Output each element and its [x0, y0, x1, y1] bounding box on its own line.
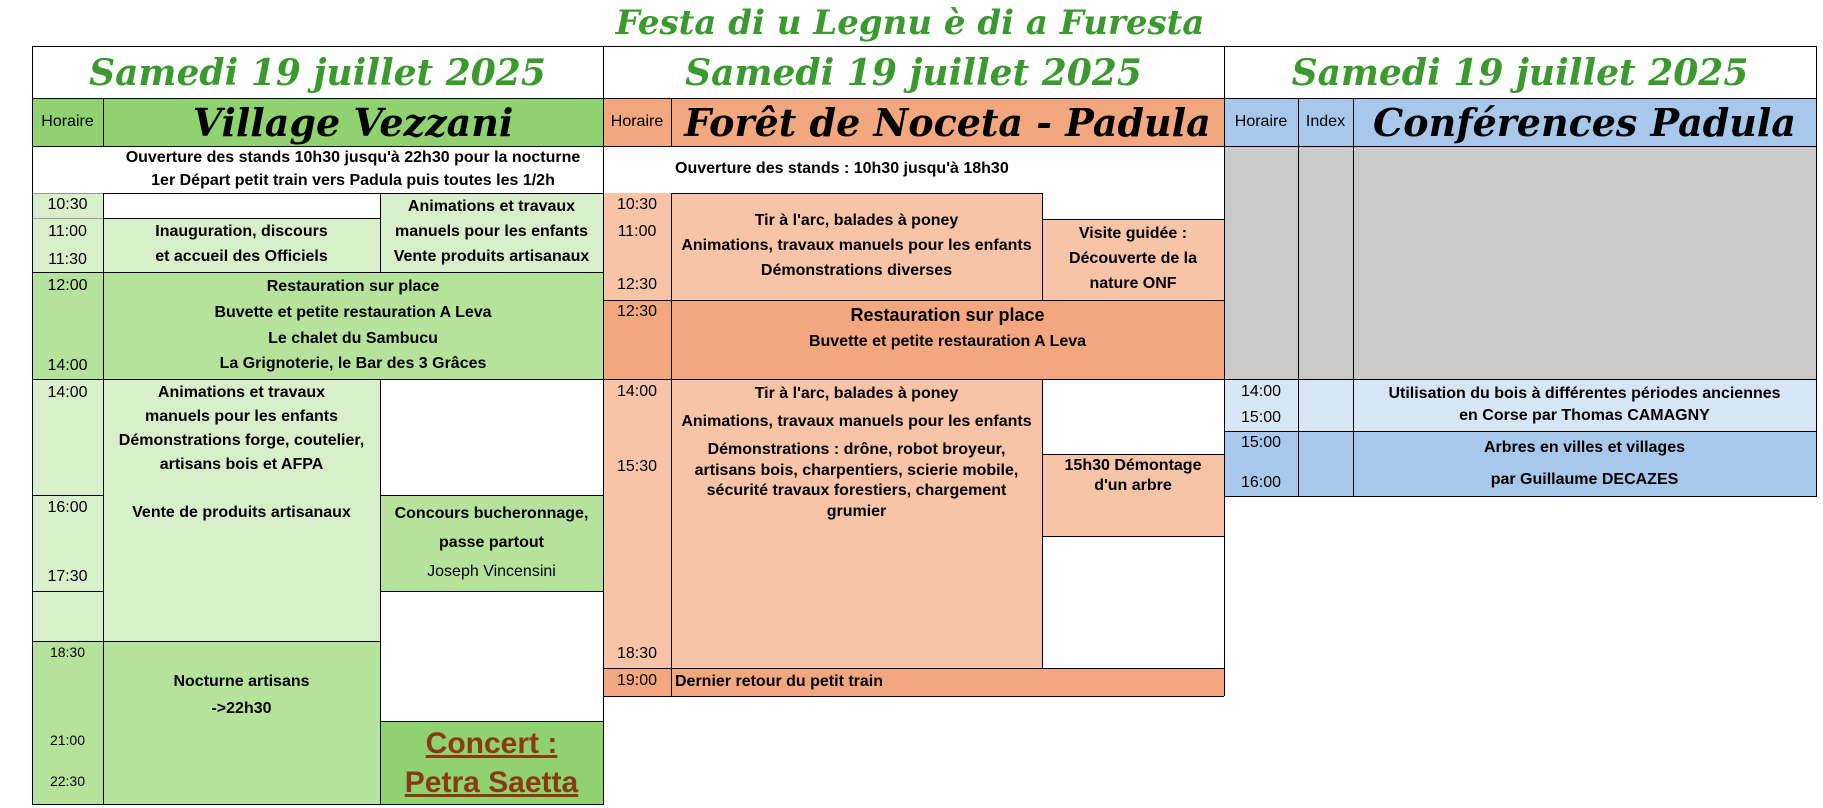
grid-line — [380, 379, 381, 805]
conf-title: Conférences Padula — [1373, 99, 1796, 145]
village-title: Village Vezzani — [192, 99, 514, 145]
grid-line — [603, 300, 1224, 301]
grid-line — [671, 98, 672, 146]
village-animations-line1: Animations et travaux — [407, 198, 576, 216]
village-horaire-header — [32, 98, 103, 146]
village-time-1100: 11:00 — [48, 223, 87, 240]
village-inauguration-line1: Inauguration, discours — [155, 223, 328, 241]
foret-time-1030: 10:30 — [616, 196, 658, 213]
main-title: Festa di u Legnu è di a Furesta — [615, 3, 1205, 43]
foret-visite-line1: Visite guidée : — [1078, 225, 1188, 243]
foret-time-1100: 11:00 — [617, 223, 657, 240]
conf-time-1500a: 15:00 — [1240, 409, 1282, 426]
conf2-line1: Arbres en villes et villages — [1484, 438, 1685, 456]
grid-line — [1224, 496, 1817, 497]
grid-line — [32, 46, 33, 805]
village-afternoon-line5: Vente de produits artisanaux — [132, 504, 351, 521]
village-date-header — [32, 47, 603, 98]
conf-horaire-label: Horaire — [1234, 113, 1288, 130]
village-concours-cell — [380, 496, 603, 591]
foret-title: Forêt de Noceta - Padula — [684, 99, 1211, 145]
foret-time-1400: 14:00 — [616, 383, 658, 400]
grid-line — [32, 98, 1817, 99]
village-concours-line2: passe partout — [439, 534, 544, 552]
village-resto-line3: Le chalet du Sambucu — [268, 329, 438, 347]
village-time-2100: 21:00 — [49, 732, 86, 748]
foret-time-1900: 19:00 — [616, 672, 658, 689]
village-title-header — [103, 98, 603, 146]
grid-line — [1042, 219, 1224, 220]
foret-morning-line3: Démonstrations diverses — [760, 261, 953, 279]
village-time-1400a: 14:00 — [47, 357, 88, 374]
grid-line — [32, 379, 603, 380]
foret-morning-line2: Animations, travaux manuels pour les enfants — [681, 237, 1032, 255]
grid-line — [1298, 98, 1299, 496]
grid-line — [380, 193, 381, 272]
village-nocturne-line1: Nocturne artisans — [173, 673, 310, 690]
village-afternoon-cell — [103, 379, 380, 641]
grid-line — [103, 98, 104, 146]
foret-date-header — [603, 47, 1224, 98]
grid-line — [603, 696, 1224, 697]
village-afternoon-line3: Démonstrations forge, coutelier, — [118, 432, 365, 449]
grid-line — [1224, 431, 1817, 432]
village-nocturne-cell — [103, 641, 380, 804]
village-restauration-cell — [103, 272, 603, 379]
grid-line — [671, 193, 1042, 194]
grid-line — [380, 721, 603, 722]
conf1-cell — [1353, 379, 1816, 431]
foret-opening-text: Ouverture des stands : 10h30 jusqu'à 18h30 — [675, 160, 1009, 178]
village-horaire-label: Horaire — [41, 113, 94, 130]
grid-line — [32, 218, 103, 219]
foret-title-header — [671, 98, 1224, 146]
village-animations-line3: Vente produits artisanaux — [393, 247, 590, 265]
foret-time-afternoon-fill — [603, 379, 671, 668]
grid-line — [1224, 379, 1817, 380]
grid-line — [1042, 379, 1043, 668]
foret-retour-text: Dernier retour du petit train — [675, 672, 884, 690]
grid-line — [32, 46, 1817, 47]
foret-time-1830: 18:30 — [616, 645, 658, 662]
village-time-2230: 22:30 — [49, 773, 86, 789]
grid-line — [1224, 46, 1225, 696]
grid-line — [603, 46, 604, 805]
village-time-1400b: 14:00 — [47, 384, 88, 401]
grid-line — [103, 193, 380, 194]
conf-title-header — [1353, 98, 1816, 146]
village-time-1030: 10:30 — [47, 196, 88, 213]
village-concours-line3: Joseph Vincensini — [427, 562, 556, 580]
foret-time-1530: 15:30 — [616, 458, 658, 475]
grid-line — [32, 641, 380, 642]
grid-line — [380, 193, 603, 194]
village-afternoon-line4: artisans bois et AFPA — [159, 456, 324, 473]
conf-time-1600: 16:00 — [1240, 474, 1282, 491]
grid-line — [380, 591, 603, 592]
foret-afternoon-line1: Tir à l'arc, balades à poney — [754, 385, 959, 402]
foret-opening-cell — [671, 146, 1224, 193]
conf1-line1: Utilisation du bois à différentes périodes anciennes — [1388, 384, 1781, 402]
grid-line — [671, 193, 672, 696]
village-resto-line4: La Grignoterie, le Bar des 3 Grâces — [219, 355, 487, 373]
conf-time-1500b: 15:00 — [1240, 434, 1282, 451]
grid-line — [1353, 98, 1354, 496]
grid-line — [603, 379, 1224, 380]
grid-line — [1042, 454, 1224, 455]
conf-index-label: Index — [1305, 113, 1346, 130]
foret-morning-cell — [671, 193, 1042, 300]
village-date: Samedi 19 juillet 2025 — [89, 51, 546, 94]
foret-morning-line1: Tir à l'arc, balades à poney — [754, 212, 959, 230]
village-concert-line1: Concert : — [425, 726, 558, 760]
foret-afternoon-line2: Animations, travaux manuels pour les enfants — [681, 413, 1032, 431]
foret-horaire-label: Horaire — [610, 113, 664, 130]
foret-date: Samedi 19 juillet 2025 — [685, 51, 1142, 94]
village-animations-line2: manuels pour les enfants — [395, 223, 588, 241]
conf2-cell — [1353, 431, 1816, 496]
village-opening-cell — [103, 146, 603, 193]
foret-resto-line2: Buvette et petite restauration A Leva — [808, 332, 1087, 350]
foret-time-1230b: 12:30 — [616, 303, 658, 320]
conf-date: Samedi 19 juillet 2025 — [1291, 51, 1749, 94]
village-resto-line2: Buvette et petite restauration A Leva — [214, 303, 492, 321]
foret-visite-line3: nature ONF — [1089, 274, 1177, 292]
village-opening-line2: 1er Départ petit train vers Padula puis toutes les 1/2h — [151, 171, 555, 189]
village-time-1130: 11:30 — [48, 251, 87, 268]
conf1-line2: en Corse par Thomas CAMAGNY — [1459, 407, 1710, 424]
foret-time-1230a: 12:30 — [616, 276, 658, 293]
village-nocturne-line2: ->22h30 — [211, 700, 272, 718]
grid-line — [1816, 46, 1817, 497]
grid-line — [32, 495, 103, 496]
foret-visite-cell — [1042, 219, 1224, 300]
foret-retour-cell — [671, 668, 1224, 696]
village-animations-cell — [380, 193, 603, 272]
village-inauguration-line2: et accueil des Officiels — [155, 248, 328, 265]
conf-grey-block — [1224, 146, 1816, 379]
foret-afternoon-cell — [671, 379, 1042, 668]
foret-resto-line1: Restauration sur place — [850, 305, 1045, 325]
conf-time-1400: 14:00 — [1240, 383, 1282, 400]
village-time-1600: 16:00 — [47, 499, 88, 516]
grid-line — [32, 193, 103, 194]
grid-line — [103, 193, 104, 805]
foret-afternoon-line3: Démonstrations : drône, robot broyeur, artisans bois, charpentiers, scierie mobile, sécurité travaux forestiers, chargement grumier — [694, 440, 1019, 521]
village-afternoon-line2: manuels pour les enfants — [145, 408, 338, 425]
conf-date-header — [1224, 47, 1816, 98]
village-inauguration-cell — [103, 218, 380, 272]
grid-line — [380, 495, 603, 496]
grid-line — [32, 804, 603, 805]
village-resto-line1: Restauration sur place — [266, 278, 440, 296]
village-time-1830: 18:30 — [49, 644, 86, 660]
village-afternoon-line1: Animations et travaux — [157, 384, 326, 401]
village-time-1200: 12:00 — [47, 277, 88, 294]
foret-restauration-cell — [671, 300, 1224, 379]
grid-line — [103, 218, 380, 219]
village-concours-line1: Concours bucheronnage, — [394, 505, 589, 523]
grid-line — [32, 591, 103, 592]
village-concert-line2: Petra Saetta — [404, 765, 579, 799]
foret-demontage-cell — [1042, 454, 1224, 536]
grid-line — [1042, 536, 1224, 537]
foret-demontage-text: 15h30 Démontage d'un arbre — [1064, 457, 1202, 494]
village-time-1730: 17:30 — [47, 568, 88, 585]
grid-line — [1042, 193, 1043, 300]
village-concert-cell — [380, 721, 603, 804]
conf-horaire-header — [1224, 98, 1298, 146]
grid-line — [32, 146, 1817, 147]
foret-horaire-header — [603, 98, 671, 146]
village-opening-line1: Ouverture des stands 10h30 jusqu'à 22h30 pour la nocturne — [125, 149, 581, 167]
conf2-line2: par Guillaume DECAZES — [1490, 470, 1679, 488]
conf-index-header — [1298, 98, 1353, 146]
grid-line — [603, 668, 1224, 669]
grid-line — [32, 272, 603, 273]
foret-visite-line2: Découverte de la — [1068, 250, 1198, 268]
